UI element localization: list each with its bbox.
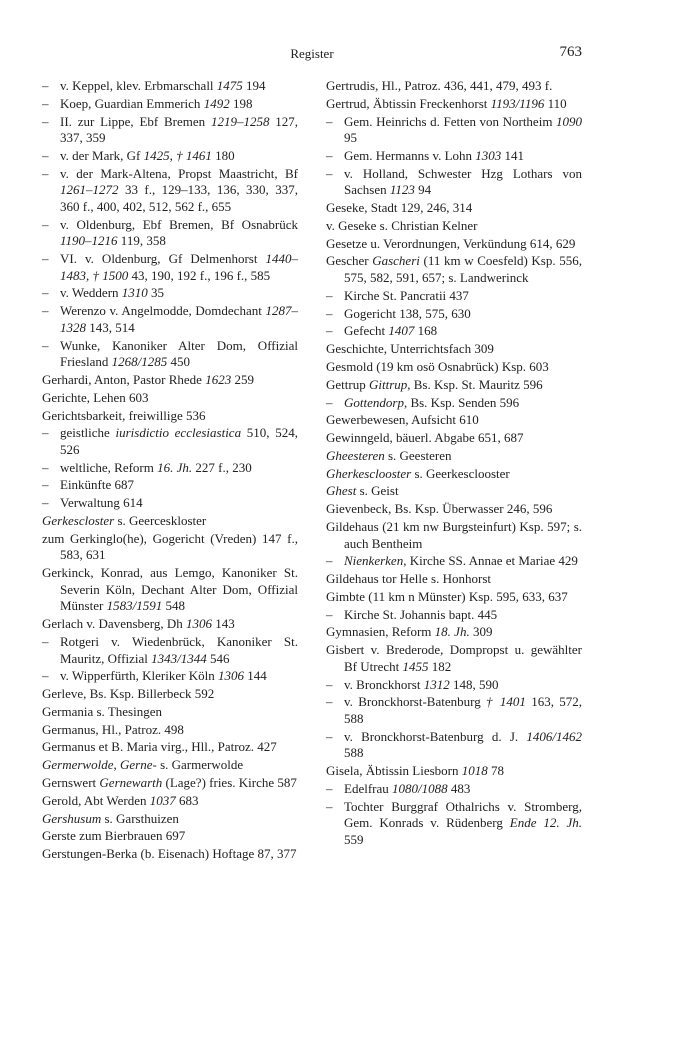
index-subentry (326, 729, 582, 762)
subentry-dash: – (42, 495, 49, 511)
entry-text: Gerstungen-Berka (b. Eisenach) Hoftage 87, 377 (42, 846, 297, 862)
subentry-dash: – (42, 78, 49, 93)
index-subentry (42, 96, 298, 113)
index-entry (326, 200, 582, 217)
entry-text: 259 (231, 371, 254, 387)
entry-text: Gisbert v. Brederode, Dompropst u. gewählter Bf Utrecht (326, 642, 582, 674)
entry-text: s. Geerceskloster (114, 513, 207, 529)
page-number: 763 (559, 44, 582, 60)
subentry-dash: – (326, 394, 333, 410)
entry-text: Gesmold (19 km osö Osnabrück) Ksp. 603 (326, 358, 549, 374)
entry-text: 143 (212, 616, 235, 632)
entry-text: Gildehaus (21 km nw Burgsteinfurt) Ksp. 597; s. auch Bentheim (326, 518, 582, 551)
entry-text: Geseke, Stadt 129, 246, 314 (326, 200, 473, 216)
index-subentry (42, 668, 298, 685)
entry-text: , Kirche SS. Annae et Mariae 429 (403, 553, 578, 569)
subentry-dash: – (326, 606, 333, 622)
italic-text: 1123 (389, 182, 415, 198)
entry-text: zum Gerkinglo(he), Gogericht (Vreden) 147 f., 583, 631 (42, 530, 298, 563)
italic-text: 18. Jh. (434, 624, 470, 640)
entry-text: Gem. Heinrichs d. Fetten von Northeim (344, 113, 556, 129)
index-entry (42, 390, 298, 407)
index-subentry (326, 148, 582, 165)
italic-text: 1037 (149, 792, 176, 808)
entry-text: 510, 524, 526 (60, 425, 298, 457)
index-entry (326, 448, 582, 465)
entry-text: v. Bronckhorst-Batenburg (344, 694, 487, 710)
index-entry (326, 571, 582, 588)
entry-text: s. Garsthuizen (101, 810, 179, 826)
index-subentry (42, 114, 298, 147)
entry-text: Rotgeri v. Wiedenbrück, Kanoniker St. Mauritz, Offizial (60, 633, 298, 666)
index-subentry (42, 303, 298, 336)
entry-text: Tochter Burggraf Othalrichs v. Stromberg, Gem. Konrads v. Rüdenberg (344, 798, 582, 831)
entry-text: 168 (414, 323, 438, 339)
italic-text: Ende 12. Jh. (509, 815, 583, 831)
index-subentry (326, 288, 582, 305)
subentry-dash: – (42, 477, 49, 493)
entry-text: v. der Mark-Altena, Propst Maastricht, Bf (60, 165, 298, 181)
subentry-dash: – (326, 553, 333, 569)
entry-text: v. Bronckhorst-Batenburg d. J. (344, 728, 527, 744)
italic-text: 1475 (216, 78, 243, 93)
entry-text: 180 (211, 147, 235, 163)
italic-text: 1090 (556, 113, 582, 129)
italic-text: Gheesteren (326, 447, 385, 463)
entry-text: v. Bronckhorst (344, 676, 424, 692)
entry-text: 483 (447, 780, 471, 796)
entry-text: Gesetze u. Verordnungen, Verkündung 614, 629 (326, 235, 576, 251)
index-subentry (326, 607, 582, 624)
index-entry (326, 483, 582, 500)
italic-text: 1455 (402, 658, 429, 674)
subentry-dash: – (326, 780, 333, 796)
register-columns (42, 78, 582, 864)
italic-text: 1583/1591 (106, 598, 163, 614)
italic-text: 1407 (388, 323, 415, 339)
index-subentry (326, 553, 582, 570)
subentry-dash: – (42, 165, 49, 181)
index-entry (326, 218, 582, 235)
entry-text: Gertrud, Äbtissin Freckenhorst (326, 95, 491, 111)
index-entry (326, 96, 582, 113)
subentry-dash: – (42, 337, 49, 353)
entry-text: 559 (344, 831, 364, 847)
entry-text: II. zur Lippe, Ebf Bremen (60, 113, 211, 129)
italic-text: Gottendorp (344, 394, 404, 410)
subentry-dash: – (42, 216, 49, 232)
entry-text: (11 km w Coesfeld) Ksp. 556, 575, 582, 591, 657; s. Landwerinck (344, 253, 582, 286)
index-entry (42, 565, 298, 615)
entry-text: Gymnasien, Reform (326, 624, 435, 640)
entry-text: 141 (501, 147, 525, 163)
index-subentry (326, 694, 582, 727)
entry-text: Gerleve, Bs. Ksp. Billerbeck 592 (42, 686, 215, 702)
index-subentry (42, 285, 298, 302)
italic-text: Gerkescloster (42, 513, 115, 529)
entry-text: Gewinngeld, bäuerl. Abgabe 651, 687 (326, 430, 524, 446)
subentry-dash: – (42, 668, 49, 684)
italic-text: 1287–1328 (60, 303, 298, 335)
entry-text: 548 (162, 598, 185, 614)
subentry-dash: – (42, 285, 49, 301)
entry-text: Geschichte, Unterrichtsfach 309 (326, 341, 494, 357)
index-subentry (42, 460, 298, 477)
entry-text: 95 (344, 130, 357, 146)
entry-text: Einkünfte 687 (60, 477, 135, 493)
subentry-dash: – (326, 113, 333, 129)
entry-text: weltliche, Reform (60, 459, 158, 475)
index-entry (326, 236, 582, 253)
subentry-dash: – (326, 147, 333, 163)
entry-text: 33 f., 129–133, 136, 330, 337, 360 f., 400, 402, 512, 562 f., 655 (60, 182, 298, 214)
entry-text: 78 (487, 763, 505, 779)
subentry-dash: – (42, 459, 49, 475)
entry-text: 144 (243, 668, 267, 684)
entry-text: Gimbte (11 km n Münster) Ksp. 595, 633, 637 (326, 588, 568, 604)
entry-text: v. Wipperfürth, Kleriker Köln (60, 668, 218, 684)
italic-text: Nienkerken (344, 553, 404, 569)
entry-text: 546 (206, 650, 230, 666)
italic-text: Gittrup (368, 376, 408, 392)
entry-text: 450 (167, 354, 191, 370)
subentry-dash: – (42, 113, 49, 129)
entry-text: Gerste zum Bierbrauen 697 (42, 828, 186, 844)
index-subentry (42, 78, 298, 95)
left-column (42, 78, 298, 864)
index-entry (326, 78, 582, 95)
right-column (326, 78, 582, 864)
subentry-dash: – (326, 165, 333, 181)
index-entry (326, 624, 582, 641)
index-entry (42, 408, 298, 425)
entry-text: Gernswert (42, 775, 100, 790)
entry-text: 198 (229, 95, 253, 111)
index-entry (326, 519, 582, 552)
italic-text: Ghest (326, 483, 357, 499)
subentry-dash: – (326, 305, 333, 321)
entry-text: Gisela, Äbtissin Liesborn (326, 763, 462, 779)
index-subentry (42, 251, 298, 284)
subentry-dash: – (326, 728, 333, 744)
entry-text: Gogericht 138, 575, 630 (344, 305, 471, 321)
index-subentry (42, 634, 298, 667)
index-entry (326, 359, 582, 376)
entry-text: Gem. Hermanns v. Lohn (344, 147, 476, 163)
entry-text: 148, 590 (449, 676, 499, 692)
entry-text: v. Weddern (60, 285, 122, 301)
entry-text: Gerold, Abt Werden (42, 792, 150, 808)
index-entry (326, 763, 582, 780)
entry-text: 163, 572, 588 (344, 694, 582, 726)
entry-text: 35 (147, 285, 165, 301)
subentry-dash: – (42, 303, 49, 319)
subentry-dash: – (326, 798, 333, 814)
subentry-dash: – (42, 633, 49, 649)
italic-text: 1306 (186, 616, 213, 632)
entry-text: 194 (242, 78, 266, 93)
entry-text: Gertrudis, Hl., Patroz. 436, 441, 479, 493 f. (326, 78, 553, 93)
subentry-dash: – (326, 694, 333, 710)
index-subentry (42, 217, 298, 250)
index-entry (326, 642, 582, 675)
entry-text: s. Geesteren (384, 447, 452, 463)
index-entry (326, 589, 582, 606)
index-entry (42, 828, 298, 845)
italic-text: 1343/1344 (151, 650, 207, 666)
entry-text: Kirche St. Pancratii 437 (344, 287, 469, 303)
italic-text: 1261–1272 (60, 182, 119, 198)
entry-text: , Bs. Ksp. Senden 596 (403, 394, 520, 410)
entry-text: Verwaltung 614 (60, 495, 143, 511)
italic-text: Gernewarth (99, 775, 163, 790)
italic-text: 1492 (203, 95, 230, 111)
index-subentry (326, 395, 582, 412)
entry-text: Gievenbeck, Bs. Ksp. Überwasser 246, 596 (326, 501, 553, 517)
subentry-dash: – (42, 251, 49, 267)
entry-text: Gescher (326, 253, 373, 269)
italic-text: 1310 (121, 285, 148, 301)
index-entry (42, 686, 298, 703)
index-entry (42, 616, 298, 633)
index-entry (42, 739, 298, 756)
entry-text: Gerichte, Lehen 603 (42, 389, 149, 405)
entry-text: Gewerbewesen, Aufsicht 610 (326, 412, 479, 428)
index-subentry (326, 799, 582, 849)
index-subentry (42, 338, 298, 371)
index-entry (42, 704, 298, 721)
index-entry (42, 513, 298, 530)
index-entry (42, 531, 298, 564)
italic-text: Gershusum (42, 810, 102, 826)
entry-text: v. Holland, Schwester Hzg Lothars von Sachsen (344, 165, 582, 198)
index-entry (326, 466, 582, 483)
index-subentry (326, 781, 582, 798)
index-subentry (326, 306, 582, 323)
entry-text: 43, 190, 192 f., 196 f., 585 (128, 267, 271, 283)
entry-text: s. Geist (356, 483, 399, 499)
index-entry (326, 412, 582, 429)
italic-text: 1440–1483, † 1500 (60, 251, 298, 283)
entry-text: 683 (175, 792, 199, 808)
entry-text: Koep, Guardian Emmerich (60, 95, 204, 111)
index-entry (326, 501, 582, 518)
index-entry (42, 793, 298, 810)
entry-text: Gerkinck, Konrad, aus Lemgo, Kanoniker St. Severin Köln, Dechant Alter Dom, Offizial Münster (42, 565, 298, 614)
index-subentry (42, 148, 298, 165)
entry-text: v. Keppel, klev. Erbmarschall (60, 78, 217, 93)
entry-text: 110 (544, 95, 567, 111)
italic-text: Gascheri (372, 253, 420, 269)
entry-text: Wunke, Kanoniker Alter Dom, Offizial Friesland (60, 337, 298, 370)
entry-text: 227 f., 230 (192, 459, 252, 475)
entry-text: s. Geerkesclooster (411, 465, 510, 481)
italic-text: Gherkesclooster (326, 465, 412, 481)
italic-text: 1190–1216 (60, 233, 118, 249)
index-subentry (326, 114, 582, 147)
index-entry (326, 341, 582, 358)
italic-text: † 1401 (486, 694, 526, 710)
italic-text: 1219–1258 (210, 113, 270, 129)
entry-text: 588 (344, 745, 364, 761)
running-title: Register (290, 46, 334, 61)
italic-text: 1623 (205, 371, 232, 387)
entry-text: 94 (414, 182, 432, 198)
index-entry (42, 722, 298, 739)
subentry-dash: – (42, 425, 49, 441)
italic-text: 1406/1462 (526, 728, 582, 744)
entry-text: 182 (428, 658, 452, 674)
entry-text: Gerhardi, Anton, Pastor Rhede (42, 371, 206, 387)
index-entry (326, 430, 582, 447)
index-entry (42, 846, 298, 863)
index-subentry (326, 323, 582, 340)
entry-text: , Bs. Ksp. St. Mauritz 596 (407, 376, 543, 392)
index-entry (42, 775, 298, 792)
index-subentry (42, 166, 298, 216)
index-entry (42, 372, 298, 389)
index-entry (326, 377, 582, 394)
italic-text: 1306 (217, 668, 244, 684)
subentry-dash: – (326, 676, 333, 692)
entry-text: Germania s. Thesingen (42, 703, 162, 719)
index-entry (42, 757, 298, 774)
italic-text: Germerwolde, Gerne- (42, 757, 157, 773)
entry-text: Werenzo v. Angelmodde, Domdechant (60, 303, 266, 319)
subentry-dash: – (326, 323, 333, 339)
italic-text: 1018 (461, 763, 488, 779)
entry-text: Gettrup (326, 376, 369, 392)
entry-text: Germanus, Hl., Patroz. 498 (42, 721, 184, 737)
entry-text: Gerichtsbarkeit, freiwillige 536 (42, 407, 206, 423)
entry-text: Kirche St. Johannis bapt. 445 (344, 606, 498, 622)
index-subentry (326, 166, 582, 199)
italic-text: 1268/1285 (111, 354, 168, 370)
subentry-dash: – (42, 147, 49, 163)
entry-text: Gefecht (344, 323, 389, 339)
entry-text: VI. v. Oldenburg, Gf Delmenhorst (60, 251, 266, 267)
entry-text: Edelfrau (344, 780, 393, 796)
entry-text: v. der Mark, Gf (60, 147, 144, 163)
italic-text: 1080/1088 (392, 780, 448, 796)
entry-text: Germanus et B. Maria virg., Hll., Patroz. 427 (42, 739, 277, 755)
index-subentry (42, 495, 298, 512)
italic-text: 1425, † 1461 (143, 147, 212, 163)
italic-text: 1193/1196 (490, 95, 545, 111)
index-entry (326, 253, 582, 286)
entry-text: 119, 358 (117, 233, 166, 249)
entry-text: geistliche (60, 425, 116, 441)
entry-text: 127, 337, 359 (60, 113, 298, 146)
italic-text: iurisdictio ecclesiastica (115, 425, 242, 441)
entry-text: Gildehaus tor Helle s. Honhorst (326, 571, 492, 587)
entry-text: v. Geseke s. Christian Kelner (326, 217, 478, 233)
index-subentry (42, 425, 298, 458)
entry-text: (Lage?) fries. Kirche 587 (162, 775, 297, 790)
index-entry (42, 811, 298, 828)
subentry-dash: – (42, 95, 49, 111)
index-subentry (326, 677, 582, 694)
entry-text: Gerlach v. Davensberg, Dh (42, 616, 187, 632)
entry-text: v. Oldenburg, Ebf Bremen, Bf Osnabrück (60, 216, 298, 232)
italic-text: 16. Jh. (157, 459, 193, 475)
subentry-dash: – (326, 287, 333, 303)
entry-text: s. Garmerwolde (156, 757, 244, 773)
index-subentry (42, 477, 298, 494)
italic-text: 1303 (475, 147, 502, 163)
italic-text: 1312 (423, 676, 450, 692)
entry-text: 309 (469, 624, 493, 640)
entry-text: 143, 514 (86, 319, 135, 335)
